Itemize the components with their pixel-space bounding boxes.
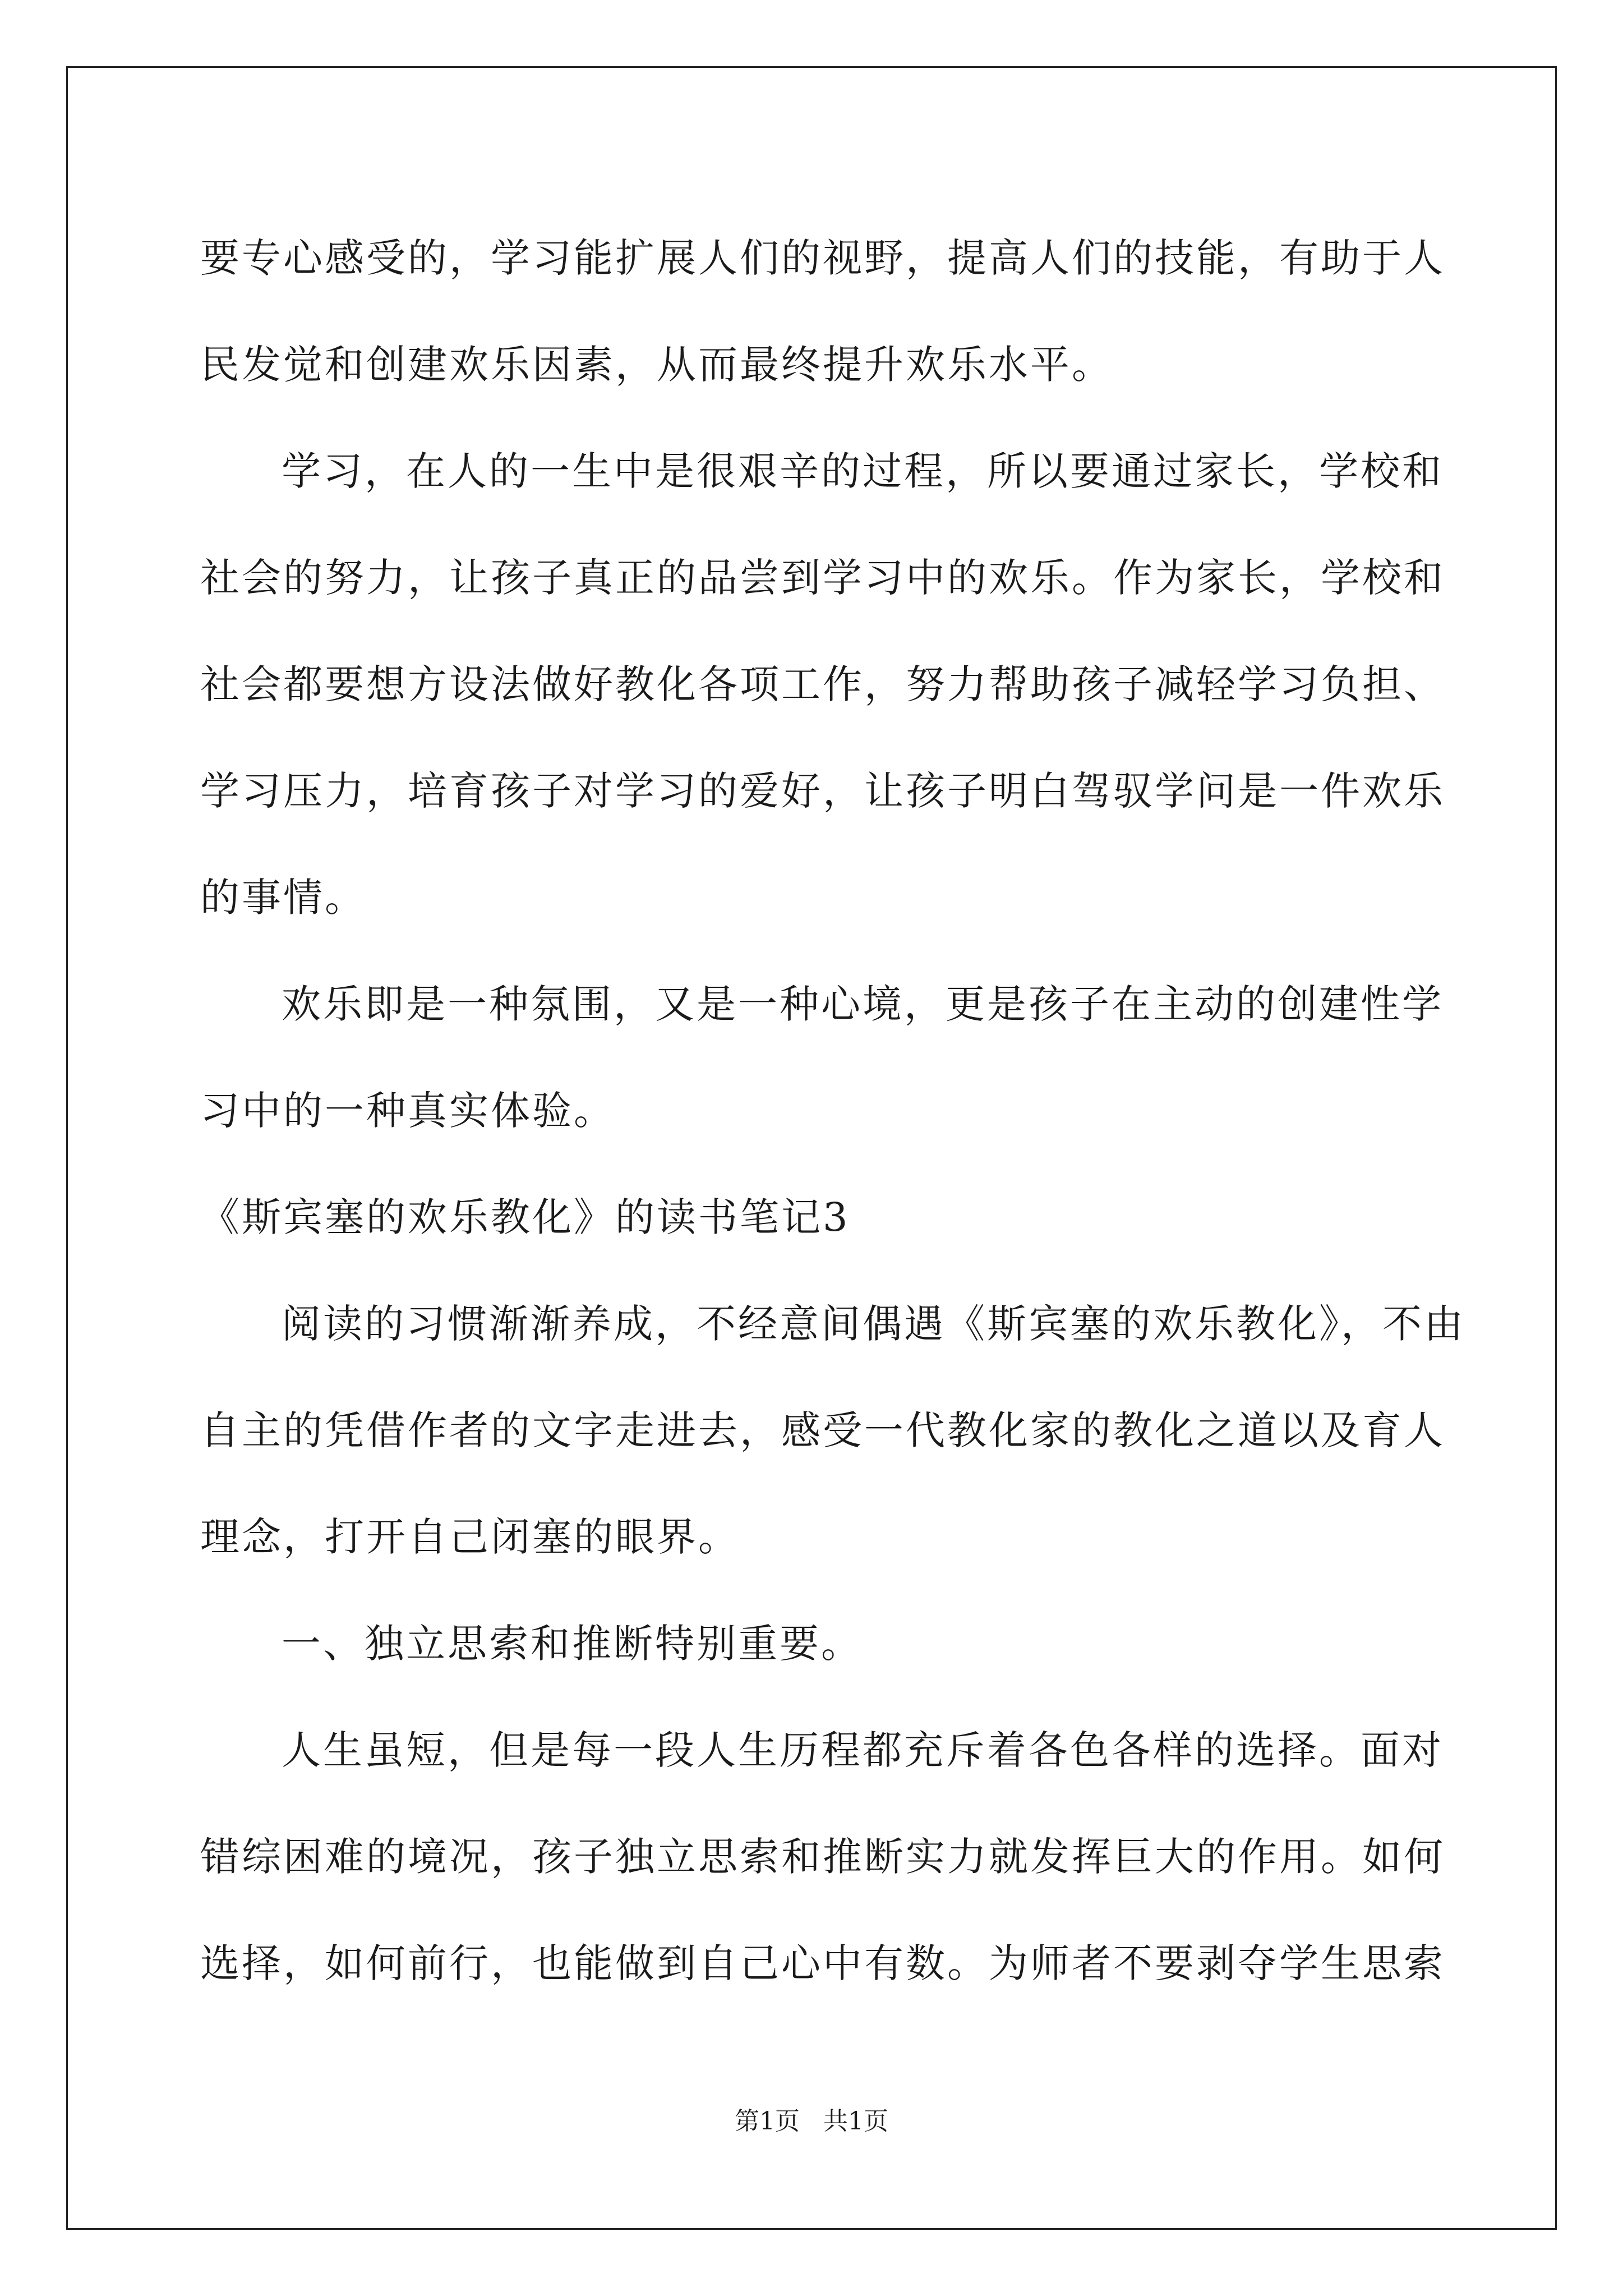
page-footer: 第1页 共1页 [735,2107,888,2136]
text-line: 民发觉和创建欢乐因素，从而最终提升欢乐水平。 [200,342,1113,388]
text-line: 的事情。 [200,875,366,921]
text-line: 习中的一种真实体验。 [200,1088,615,1134]
text-line: 学习压力，培育孩子对学习的爱好，让孩子明白驾驭学问是一件欢乐 [200,768,1445,814]
subheading: 一、独立思索和推断特别重要。 [282,1621,863,1667]
paragraph-start: 阅读的习惯渐渐养成，不经意间偶遇《斯宾塞的欢乐教化》，不由 [282,1301,1465,1347]
text-line: 要专心感受的，学习能扩展人们的视野，提高人们的技能，有助于人 [200,235,1445,281]
paragraph-start: 学习，在人的一生中是很艰辛的过程，所以要通过家长，学校和 [282,448,1444,494]
paragraph-start: 人生虽短，但是每一段人生历程都充斥着各色各样的选择。面对 [282,1727,1444,1773]
document-body [200,205,1465,2017]
section-heading: 《斯宾塞的欢乐教化》的读书笔记3 [200,1194,850,1240]
text-line: 社会的努力，让孩子真正的品尝到学习中的欢乐。作为家长，学校和 [200,555,1445,601]
paragraph-start: 欢乐即是一种氛围，又是一种心境，更是孩子在主动的创建性学 [282,981,1444,1027]
text-line: 错综困难的境况，孩子独立思索和推断实力就发挥巨大的作用。如何 [200,1834,1445,1880]
text-line: 社会都要想方设法做好教化各项工作，努力帮助孩子减轻学习负担、 [200,661,1445,707]
text-line: 理念，打开自己闭塞的眼界。 [200,1514,740,1560]
text-line: 选择，如何前行，也能做到自己心中有数。为师者不要剥夺学生思索 [200,1940,1445,1986]
text-line: 自主的凭借作者的文字走进去，感受一代教化家的教化之道以及育人 [200,1407,1445,1453]
